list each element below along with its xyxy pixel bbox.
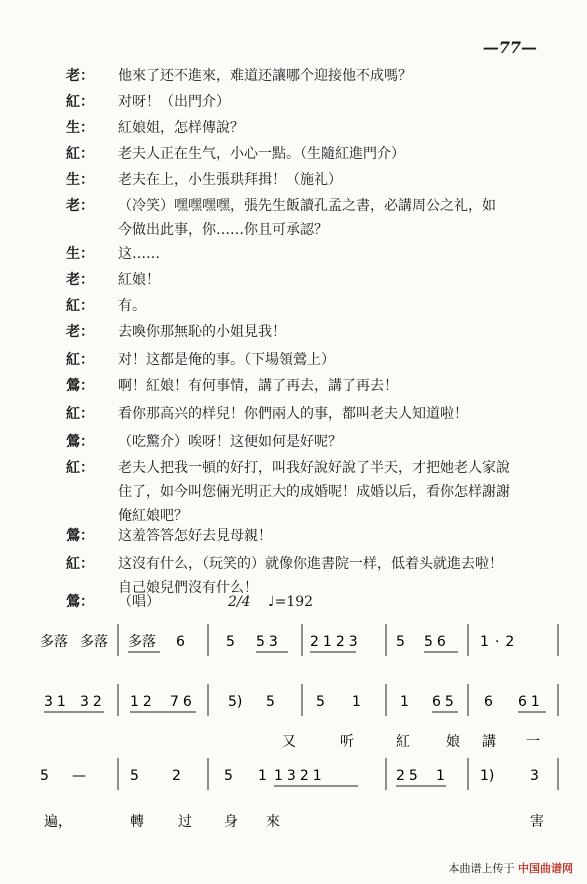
lyric-char: 講: [482, 734, 496, 750]
dialogue-text: 啊！紅娘！有何事情，講了再去，講了再去！: [118, 378, 398, 394]
lyric-char: 轉: [130, 814, 144, 830]
lyric-char: 听: [340, 734, 354, 750]
score-note: 76: [170, 694, 196, 710]
score-row-3: [40, 758, 558, 790]
dialogue-text: 对！这都是俺的事。（下場領鶯上）: [118, 352, 335, 368]
jianpu-score: [0, 600, 587, 840]
score-note: 多落: [128, 634, 156, 650]
speaker-label: 鶯：: [66, 378, 94, 394]
dialogue-text: 老夫人把我一頓的好打，叫我好說好說了半天，才把她老人家說: [118, 460, 510, 476]
score-note: 5: [40, 768, 49, 784]
speaker-label: 紅：: [66, 94, 94, 110]
score-note: 1: [400, 694, 409, 710]
score-row-2: [44, 684, 558, 716]
dialogue-text: 有。: [118, 298, 146, 314]
score-note: 5: [224, 768, 233, 784]
footer-watermark: [449, 860, 574, 876]
score-note: 5): [228, 694, 243, 710]
score-note: 2123: [310, 634, 362, 650]
score-note: 12: [130, 694, 156, 710]
speaker-label: 老：: [66, 198, 94, 214]
dialogue-text: 紅娘姐，怎样傳說？: [118, 120, 244, 136]
score-note: 3: [530, 768, 539, 784]
score-note: 61: [518, 694, 544, 710]
speaker-label: 紅：: [66, 298, 94, 314]
speaker-label: 紅：: [66, 556, 94, 572]
dialogue-text-continued: 住了，如今叫您倆光明正大的成婚呢！成婚以后，看你怎样謝謝: [118, 484, 510, 500]
tempo-marking: ♩=192: [268, 594, 314, 610]
stage-direction: （唱）: [118, 594, 160, 610]
speaker-label: 老：: [66, 324, 94, 340]
score-row-1: [40, 624, 558, 656]
lyric-char: 过: [178, 814, 192, 830]
dialogue-text: （吃驚介）唉呀！这便如何是好呢？: [118, 434, 342, 450]
dialogue-text: 这沒有什么，（玩笑的）就像你進書院一样，低着头就進去啦！: [118, 556, 503, 572]
lyric-char: 紅: [396, 734, 410, 750]
score-note: 65: [432, 694, 458, 710]
footer-text: 本曲谱上传于: [448, 862, 515, 875]
speaker-label: 老：: [66, 68, 94, 84]
score-note: 31: [44, 694, 70, 710]
score-note: 25: [396, 768, 422, 784]
dialogue-text-continued: 自己娘兒們沒有什么！: [118, 580, 258, 596]
page-number: —77—: [482, 38, 537, 57]
time-signature: 2/4: [228, 594, 251, 610]
dialogue-text: （冷笑）嘿嘿嘿嘿，張先生飯讀孔孟之書，必講周公之礼，如: [118, 198, 496, 214]
speaker-label: 生：: [66, 246, 94, 262]
score-note: 多落: [40, 634, 68, 650]
lyric-char: 遍，: [44, 814, 72, 830]
dialogue-text: 这羞答答怎好去見母親！: [118, 528, 272, 544]
score-note: 6: [484, 694, 493, 710]
score-note: 5: [396, 634, 405, 650]
lyric-char: 來: [266, 814, 280, 830]
dialogue-text-continued: 俺紅娘吧？: [118, 508, 188, 524]
speaker-label: 紅：: [66, 460, 94, 476]
lyric-char: 身: [224, 814, 238, 830]
speaker-label: 紅：: [66, 146, 94, 162]
score-note: 多落: [80, 634, 108, 650]
dialogue-text-continued: 今做出此事，你……你且可承認？: [118, 222, 328, 238]
score-note: —: [72, 768, 86, 784]
score-note: 1: [352, 694, 361, 710]
score-note: 6: [176, 634, 185, 650]
score-note: 53: [256, 634, 282, 650]
dialogue-text: 看你那高兴的样兒！你們兩人的事，都叫老夫人知道啦！: [118, 406, 468, 422]
dialogue-text: 老夫在上，小生張珙拜揖！（施礼）: [118, 172, 342, 188]
score-note: 5: [226, 634, 235, 650]
score-note: 1321: [274, 768, 326, 784]
lyric-char: 一: [526, 734, 540, 750]
score-note: 1: [258, 768, 267, 784]
score-note: 2: [172, 768, 181, 784]
score-note: 1·2: [480, 634, 521, 650]
speaker-label: 老：: [66, 272, 94, 288]
speaker-label: 鶯：: [66, 434, 94, 450]
score-note: 56: [424, 634, 450, 650]
speaker-label: 鶯：: [66, 594, 94, 610]
speaker-label: 紅：: [66, 352, 94, 368]
dialogue-text: 老夫人正在生气，小心一點。（生隨紅進門介）: [118, 146, 405, 162]
score-note: 5: [266, 694, 275, 710]
dialogue-text: 去喚你那無恥的小姐見我！: [118, 324, 286, 340]
speaker-label: 紅：: [66, 406, 94, 422]
score-note: 5: [316, 694, 325, 710]
score-note: 5: [130, 768, 139, 784]
score-note: 1: [436, 768, 445, 784]
dialogue-text: 紅娘！: [118, 272, 160, 288]
score-note: 1): [480, 768, 495, 784]
speaker-label: 生：: [66, 120, 94, 136]
brand-logo-text: 中国曲谱网: [518, 862, 573, 875]
lyric-char: 害: [530, 814, 544, 830]
speaker-label: 鶯：: [66, 528, 94, 544]
dialogue-text: 这……: [118, 246, 160, 262]
score-note: 32: [80, 694, 106, 710]
lyric-char: 娘: [446, 734, 460, 750]
dialogue-text: 对呀！（出門介）: [118, 94, 230, 110]
lyric-char: 又: [282, 734, 296, 750]
lyrics-row-1: [282, 733, 540, 750]
dialogue-text: 他來了还不進來，难道还讓哪个迎接他不成嗎？: [118, 68, 412, 84]
speaker-label: 生：: [66, 172, 94, 188]
lyrics-row-2: [44, 813, 544, 830]
